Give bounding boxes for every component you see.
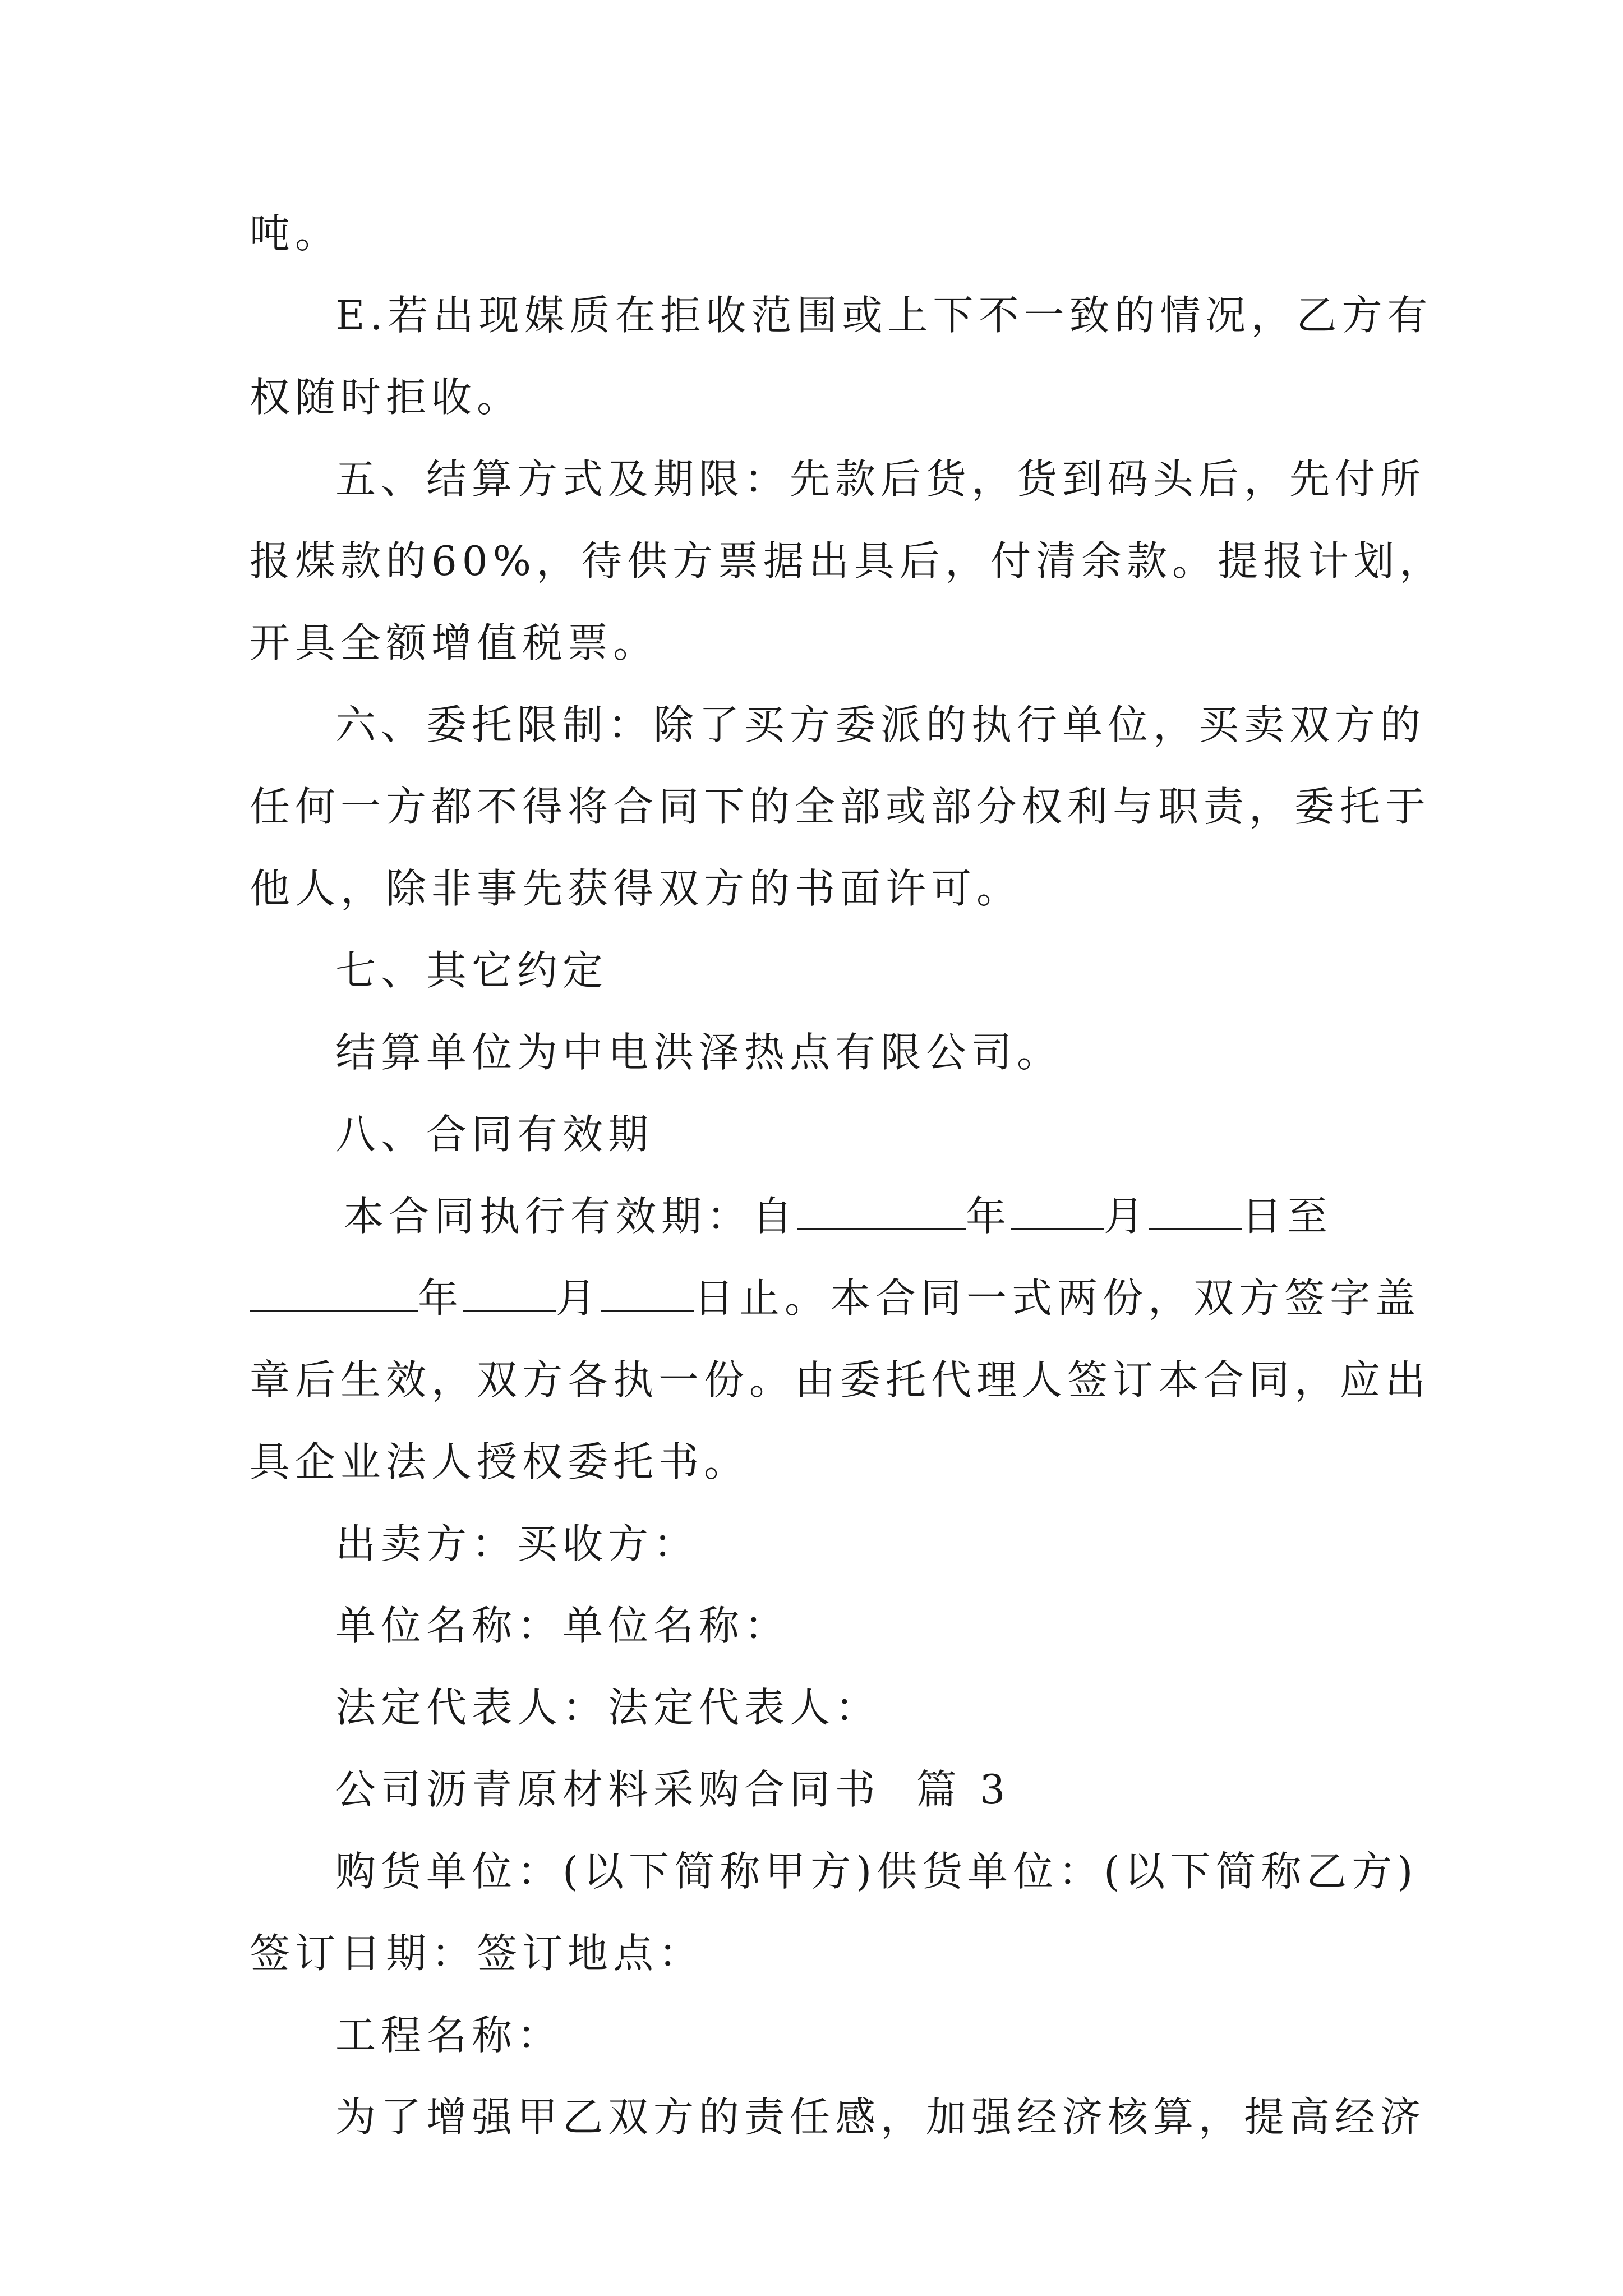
text-line: 出卖方：买收方： (335, 1520, 699, 1567)
text-line: E.若出现媒质在拒收范围或上下不一致的情况，乙方有 (335, 292, 1433, 339)
text-line: 章后生效，双方各执一份。由委托代理人签订本合同，应出 (250, 1356, 1431, 1404)
blank-field (1149, 1194, 1242, 1230)
blank-field (250, 1276, 418, 1312)
text-line: 签订日期：签订地点： (250, 1930, 704, 1977)
text-line: 他人，除非事先获得双方的书面许可。 (250, 865, 1022, 912)
day-end-text: 日止。本合同一式两份，双方签字盖 (694, 1274, 1421, 1322)
text-line: 报煤款的60%，待供方票据出具后，付清余款。提报计划， (250, 537, 1445, 585)
text-line: 开具全额增值税票。 (250, 619, 659, 666)
year-label: 年 (966, 1193, 1012, 1240)
text-line: 权随时拒收。 (250, 374, 523, 421)
validity-prefix: 本合同执行有效期：自 (343, 1193, 798, 1240)
text-line: 单位名称：单位名称： (335, 1602, 790, 1649)
blank-field (797, 1194, 966, 1230)
text-line: 购货单位：(以下简称甲方)供货单位：(以下简称乙方) (335, 1848, 1418, 1895)
month-label: 月 (1104, 1193, 1150, 1240)
year-label: 年 (418, 1274, 464, 1322)
text-line: 吨。 (250, 210, 341, 257)
text-line: 为了增强甲乙双方的责任感，加强经济核算，提高经济 (335, 2093, 1426, 2141)
section-heading: 七、其它约定 (335, 947, 608, 994)
text-line: 任何一方都不得将合同下的全部或部分权利与职责，委托于 (250, 783, 1431, 830)
blank-field (1011, 1194, 1104, 1230)
contract-title: 公司沥青原材料采购合同书 篇 3 (335, 1766, 1011, 1813)
text-line: 工程名称： (335, 2012, 563, 2059)
section-heading: 八、合同有效期 (335, 1111, 654, 1158)
text-line: 结算单位为中电洪泽热点有限公司。 (335, 1029, 1063, 1076)
month-label: 月 (556, 1274, 602, 1322)
validity-line (250, 1271, 1421, 1325)
text-line: 五、结算方式及期限：先款后货，货到码头后，先付所 (335, 455, 1426, 503)
text-line: 具企业法人授权委托书。 (250, 1438, 750, 1485)
blank-field (601, 1276, 694, 1312)
text-line: 法定代表人：法定代表人： (335, 1684, 881, 1731)
day-to-label: 日至 (1242, 1193, 1333, 1240)
blank-field (463, 1276, 556, 1312)
text-line: 六、委托限制：除了买方委派的执行单位，买卖双方的 (335, 701, 1426, 748)
validity-line (343, 1189, 1332, 1243)
